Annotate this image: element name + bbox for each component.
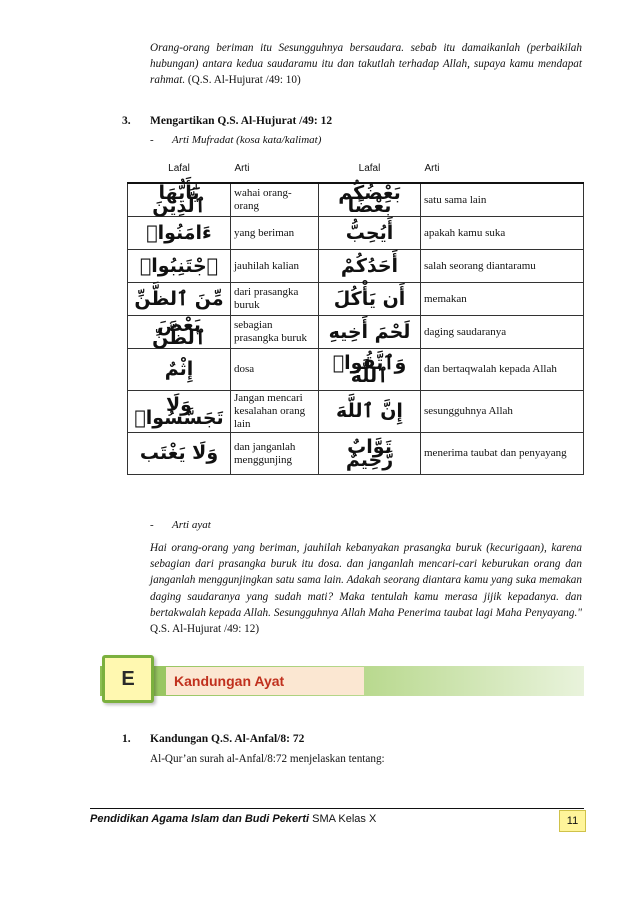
- mufradat-label: Arti Mufradat (kosa kata/kalimat): [172, 134, 322, 146]
- arti-cell: apakah kamu suka: [421, 217, 584, 250]
- arti-cell: dosa: [231, 349, 319, 391]
- arti-ayat-text: Hai orang-orang yang beriman, jauhilah kebanyakan prasangka buruk (kecurigaan), karena sebagian dari prasangka buruk itu dosa. dan janganlah mencari-cari keburukan orang dan janganlah menggunjingkan satu sama lain. Adakah seorang diantara kamu yang suka memakan daging saudaranya yang sudah mati? Maka tentulah kamu merasa jijik kepadanya. dan bertakwalah kepada Allah. Sesungguhnya Allah Maha Penerima taubat lagi Maha Penyayang.": [150, 542, 582, 619]
- footer-title: [90, 813, 376, 825]
- table-row: [128, 391, 584, 433]
- arti-cell: salah seorang diantaramu: [421, 250, 584, 283]
- section-3-heading: [122, 115, 332, 127]
- arti-cell: wahai orang-orang: [231, 183, 319, 217]
- mufradat-table: [127, 154, 584, 475]
- table-row: [128, 283, 584, 316]
- page-number: 11: [559, 810, 586, 832]
- footer-divider: [90, 808, 584, 809]
- section-title-label: Kandungan Ayat: [166, 667, 364, 695]
- kandungan-title: Kandungan Q.S. Al-Anfal/8: 72: [150, 733, 305, 745]
- arti-cell: menerima taubat dan penyayang: [421, 433, 584, 475]
- section-3-number: 3.: [122, 115, 131, 127]
- section-banner: [90, 653, 584, 705]
- header-lafal-2: Lafal: [319, 154, 421, 183]
- lafal-cell: مِّنَ ٱلظَّنِّ: [128, 283, 231, 316]
- arti-cell: dari prasangka buruk: [231, 283, 319, 316]
- lafal-cell: إِنَّ ٱللَّهَ: [319, 391, 421, 433]
- table-header-row: [128, 154, 584, 183]
- arti-cell: Jangan mencari kesalahan orang lain: [231, 391, 319, 433]
- kandungan-text: Al-Qur’an surah al-Anfal/8:72 menjelaskan tentang:: [150, 753, 385, 765]
- section-3-title: Mengartikan Q.S. Al-Hujurat /49: 12: [150, 115, 333, 127]
- section-letter-box: E: [102, 655, 154, 703]
- intro-paragraph: [150, 40, 582, 89]
- arti-cell: satu sama lain: [421, 183, 584, 217]
- arti-ayat-dash: -: [150, 519, 154, 531]
- intro-reference: (Q.S. Al-Hujurat /49: 10): [187, 74, 301, 87]
- footer-class: SMA Kelas X: [312, 813, 377, 825]
- lafal-cell: بَعْضَ ٱلظَّنِّ: [128, 316, 231, 349]
- arti-ayat-label: Arti ayat: [172, 519, 211, 531]
- arti-cell: jauhilah kalian: [231, 250, 319, 283]
- lafal-cell: تَوَّابٌ رَّحِيمٌ: [319, 433, 421, 475]
- lafal-cell: ءَامَنُوا۟: [128, 217, 231, 250]
- arti-cell: memakan: [421, 283, 584, 316]
- arti-cell: dan bertaqwalah kepada Allah: [421, 349, 584, 391]
- lafal-cell: لَحْمَ أَخِيهِ: [319, 316, 421, 349]
- lafal-cell: أَن يَأْكُلَ: [319, 283, 421, 316]
- intro-text: Orang-orang beriman itu Sesungguhnya bersaudara. sebab itu damaikanlah (perbaikilah hubungan) antara kedua saudaramu itu dan takutlah terhadap Allah, supaya kamu mendapat rahmat.: [150, 42, 582, 87]
- arti-cell: daging saudaranya: [421, 316, 584, 349]
- arti-ayat-paragraph: [150, 540, 582, 637]
- mufradat-subheading: [150, 134, 321, 146]
- lafal-cell: أَيُحِبُّ: [319, 217, 421, 250]
- table-row: [128, 349, 584, 391]
- table-row: [128, 316, 584, 349]
- arti-cell: dan janganlah menggunjing: [231, 433, 319, 475]
- lafal-cell: إِثْمٌ: [128, 349, 231, 391]
- arti-cell: sesungguhnya Allah: [421, 391, 584, 433]
- lafal-cell: وَٱتَّقُوا۟ ٱللَّهَ: [319, 349, 421, 391]
- footer-book-title: Pendidikan Agama Islam dan Budi Pekerti: [90, 813, 310, 825]
- header-lafal-1: Lafal: [128, 154, 231, 183]
- lafal-cell: وَلَا تَجَسَّسُوا۟: [128, 391, 231, 433]
- table-row: [128, 433, 584, 475]
- lafal-cell: وَلَا يَغْتَب: [128, 433, 231, 475]
- lafal-cell: ٱجْتَنِبُوا۟: [128, 250, 231, 283]
- mufradat-dash: -: [150, 134, 154, 146]
- arti-ayat-reference: Q.S. Al-Hujurat /49: 12): [150, 623, 260, 636]
- arti-ayat-subheading: [150, 519, 211, 531]
- lafal-cell: بَعْضُكُم بَعْضًا: [319, 183, 421, 217]
- kandungan-number: 1.: [122, 733, 131, 745]
- table-row: [128, 250, 584, 283]
- lafal-cell: أَحَدُكُمْ: [319, 250, 421, 283]
- header-arti-1: Arti: [231, 154, 319, 183]
- table-row: [128, 217, 584, 250]
- kandungan-heading: [122, 733, 304, 745]
- lafal-cell: يَٰٓأَيُّهَا ٱلَّذِينَ: [128, 183, 231, 217]
- header-arti-2: Arti: [421, 154, 584, 183]
- arti-cell: sebagian prasangka buruk: [231, 316, 319, 349]
- arti-cell: yang beriman: [231, 217, 319, 250]
- table-row: [128, 183, 584, 217]
